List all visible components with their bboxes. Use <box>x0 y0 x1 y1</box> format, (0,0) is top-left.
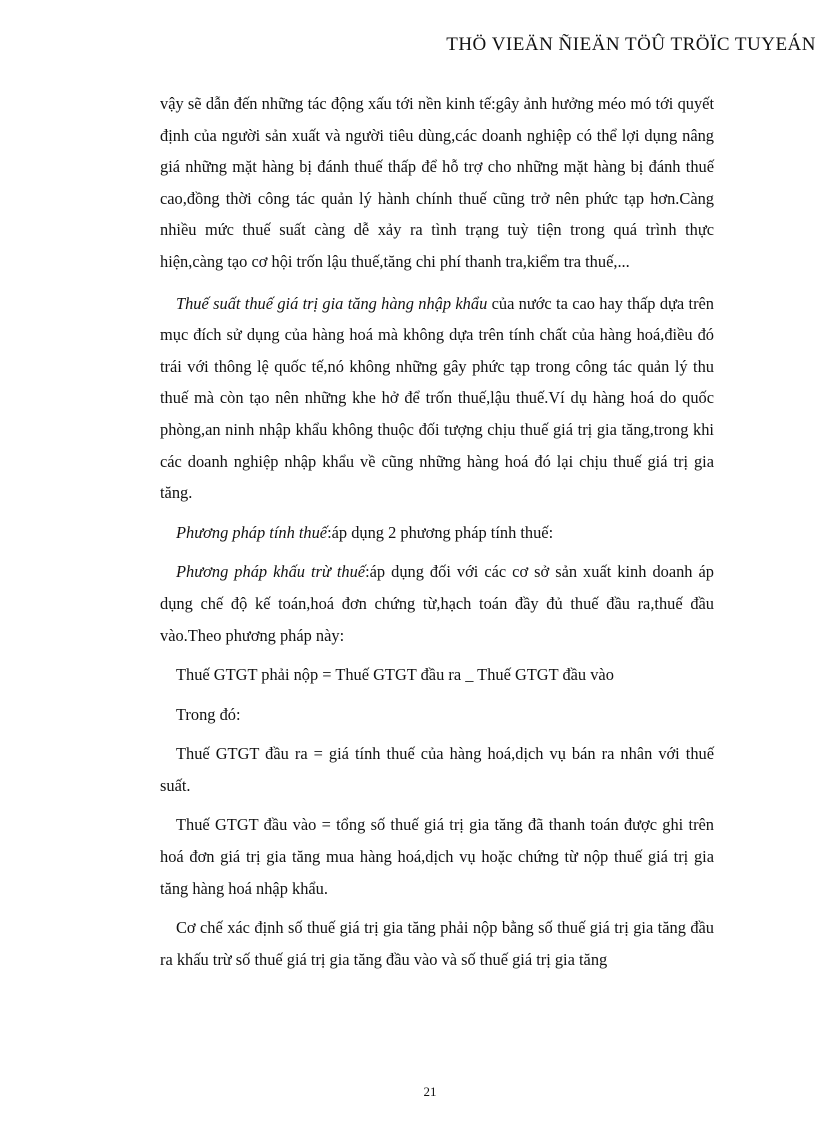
paragraph-input-vat: Thuế GTGT đầu vào = tổng số thuế giá trị gia tăng đã thanh toán được ghi trên hoá đơn giá trị gia tăng mua hàng hoá,dịch vụ hoặc chứng từ nộp thuế giá trị gia tăng hàng hoá nhập khẩu. <box>160 815 714 898</box>
paragraph-4 <box>160 556 714 651</box>
paragraph-3 <box>160 517 714 549</box>
paragraph-2-emphasis: Thuế suất thuế giá trị gia tăng hàng nhập khẩu <box>176 293 488 313</box>
paragraph-output-vat: Thuế GTGT đầu ra = giá tính thuế của hàng hoá,dịch vụ bán ra nhân với thuế suất. <box>160 744 714 795</box>
paragraph-2 <box>160 288 714 509</box>
paragraph-1: vậy sẽ dẫn đến những tác động xấu tới nền kinh tế:gây ảnh hưởng méo mó tới quyết định của người sản xuất và người tiêu dùng,các doanh nghiệp có thể lợi dụng nâng giá những mặt hàng bị đánh thuế thấp để hỗ trợ cho những mặt hàng bị đánh thuế cao,đồng thời công tác quản lý hành chính thuế cũng trở nên phức tạp hơn.Càng nhiều mức thuế suất càng dễ xảy ra tình trạng tuỳ tiện trong quá trình thực hiện,càng tạo cơ hội trốn lậu thuế,tăng chi phí thanh tra,kiểm tra thuế,... <box>160 94 714 271</box>
page-number: 21 <box>423 1084 437 1099</box>
paragraph-mechanism: Cơ chế xác định số thuế giá trị gia tăng phải nộp bằng số thuế giá trị gia tăng đầu ra khấu trừ số thuế giá trị gia tăng đầu vào và số thuế giá trị gia tăng <box>160 918 714 969</box>
document-body <box>160 88 714 975</box>
paragraph-2-text: của nước ta cao hay thấp dựa trên mục đích sử dụng của hàng hoá mà không dựa trên tính chất của hàng hoá,điều đó trái với thông lệ quốc tế,nó không những gây phức tạp trong công tác quản lý thu thuế mà còn tạo nên những khe hở để trốn thuế,lậu thuế.Ví dụ hàng hoá do quốc phòng,an ninh nhập khẩu không thuộc đối tượng chịu thuế giá trị gia tăng,trong khi các doanh nghiệp nhập khẩu về cũng những hàng hoá đó lại chịu thuế giá trị gia tăng. <box>160 293 714 503</box>
formula-line: Thuế GTGT phải nộp = Thuế GTGT đầu ra _ Thuế GTGT đầu vào <box>176 665 614 685</box>
paragraph-in-which: Trong đó: <box>176 704 241 724</box>
paragraph-3-emphasis: Phương pháp tính thuế <box>176 522 328 542</box>
paragraph-3-text: :áp dụng 2 phương pháp tính thuế: <box>327 522 554 542</box>
page-header: THÖ VIEÄN ÑIEÄN TÖÛ TRÖÏC TUYEÁN <box>446 34 816 55</box>
paragraph-4-text: :áp dụng đối với các cơ sở sản xuất kinh doanh áp dụng chế độ kế toán,hoá đơn chứng từ,hạch toán đầy đủ thuế đầu ra,thuế đầu vào.Theo phương pháp này: <box>160 562 714 645</box>
paragraph-4-emphasis: Phương pháp khấu trừ thuế <box>176 562 366 582</box>
